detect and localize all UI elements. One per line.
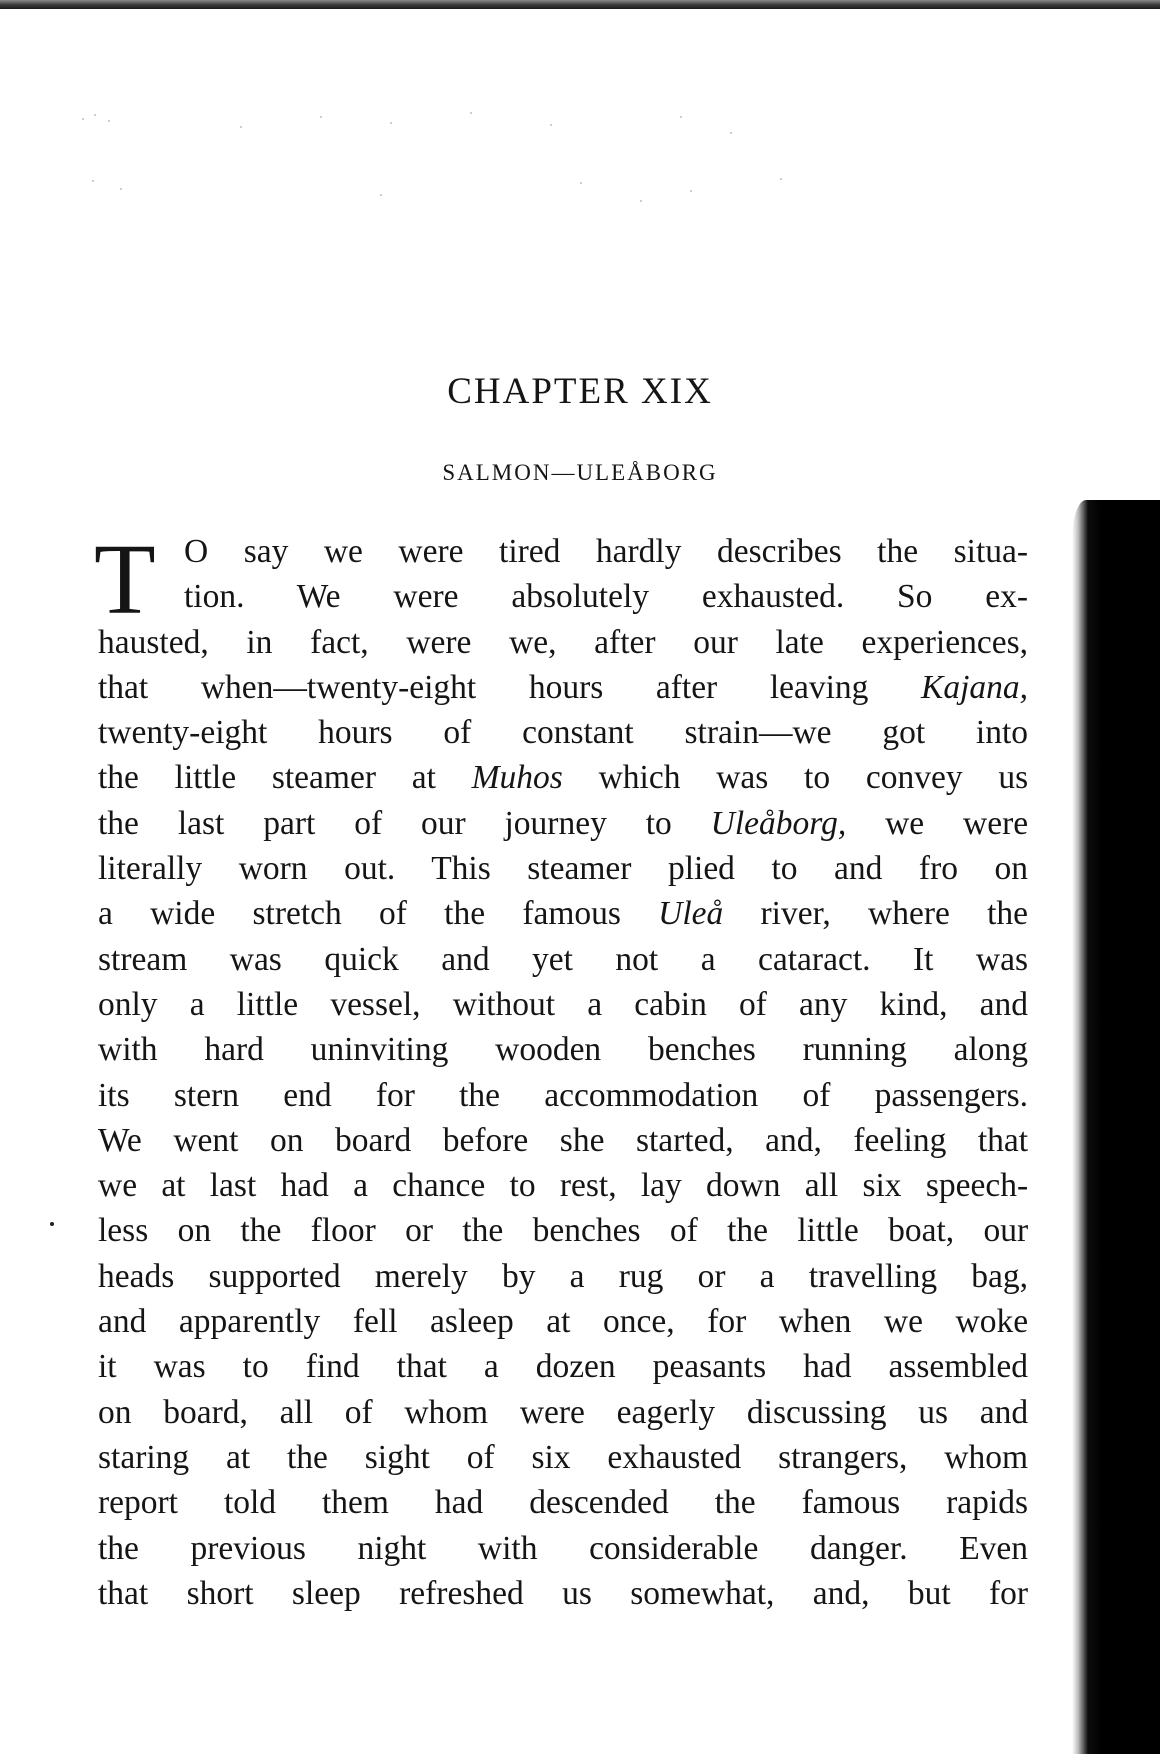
- text-line: it was to find that a dozen peasants had assembled: [98, 1348, 1029, 1386]
- chapter-title: CHAPTER XIX: [447, 371, 713, 412]
- margin-dot: [50, 1222, 54, 1226]
- text-line: stream was quick and yet not a cataract. It was: [98, 940, 1028, 978]
- text-line: literally worn out. This steamer plied to and fro on: [98, 850, 1028, 888]
- text-line: the last part of our journey to Uleåborg, we were: [98, 804, 1029, 842]
- text-line: that short sleep refreshed us somewhat, and, but for: [98, 1574, 1029, 1612]
- text-line: hausted, in fact, were we, after our late experiences,: [98, 623, 1028, 661]
- text-line: its stern end for the accommodation of passengers.: [98, 1076, 1029, 1114]
- text-line: We went on board before she started, and, feeling that: [98, 1121, 1029, 1159]
- text-line: twenty-eight hours of constant strain—we got into: [98, 714, 1029, 752]
- text-line: on board, all of whom were eagerly discussing us and: [98, 1393, 1029, 1431]
- text-line: with hard uninviting wooden benches running along: [98, 1031, 1029, 1069]
- chapter-subtitle: SALMON—ULEÅBORG: [442, 460, 718, 485]
- body-paragraph: [98, 529, 1028, 1616]
- text-line: less on the floor or the benches of the little boat, our: [98, 1212, 1029, 1250]
- text-line: the previous night with considerable danger. Even: [98, 1529, 1029, 1567]
- text-line: report told them had descended the famous rapids: [98, 1484, 1028, 1522]
- text-line: a wide stretch of the famous Uleå river, where the: [98, 895, 1029, 933]
- text-line: O say we were tired hardly describes the situa-: [184, 533, 1029, 570]
- text-line: heads supported merely by a rug or a travelling bag,: [98, 1257, 1029, 1295]
- text-line: staring at the sight of six exhausted strangers, whom: [98, 1438, 1028, 1476]
- text-line: only a little vessel, without a cabin of any kind, and: [98, 985, 1029, 1023]
- binding-shadow: [1072, 500, 1160, 1754]
- text-line: tion. We were absolutely exhausted. So ex-: [184, 578, 1029, 616]
- text-line: we at last had a chance to rest, lay down all six speech-: [98, 1167, 1029, 1205]
- drop-cap: T: [94, 523, 156, 635]
- text-line: and apparently fell asleep at once, for when we woke: [98, 1303, 1029, 1341]
- top-edge-rule: [0, 0, 1160, 9]
- text-line: that when—twenty-eight hours after leaving Kajana,: [98, 668, 1029, 706]
- paper-specks: [80, 110, 840, 230]
- text-line: the little steamer at Muhos which was to convey us: [98, 759, 1029, 797]
